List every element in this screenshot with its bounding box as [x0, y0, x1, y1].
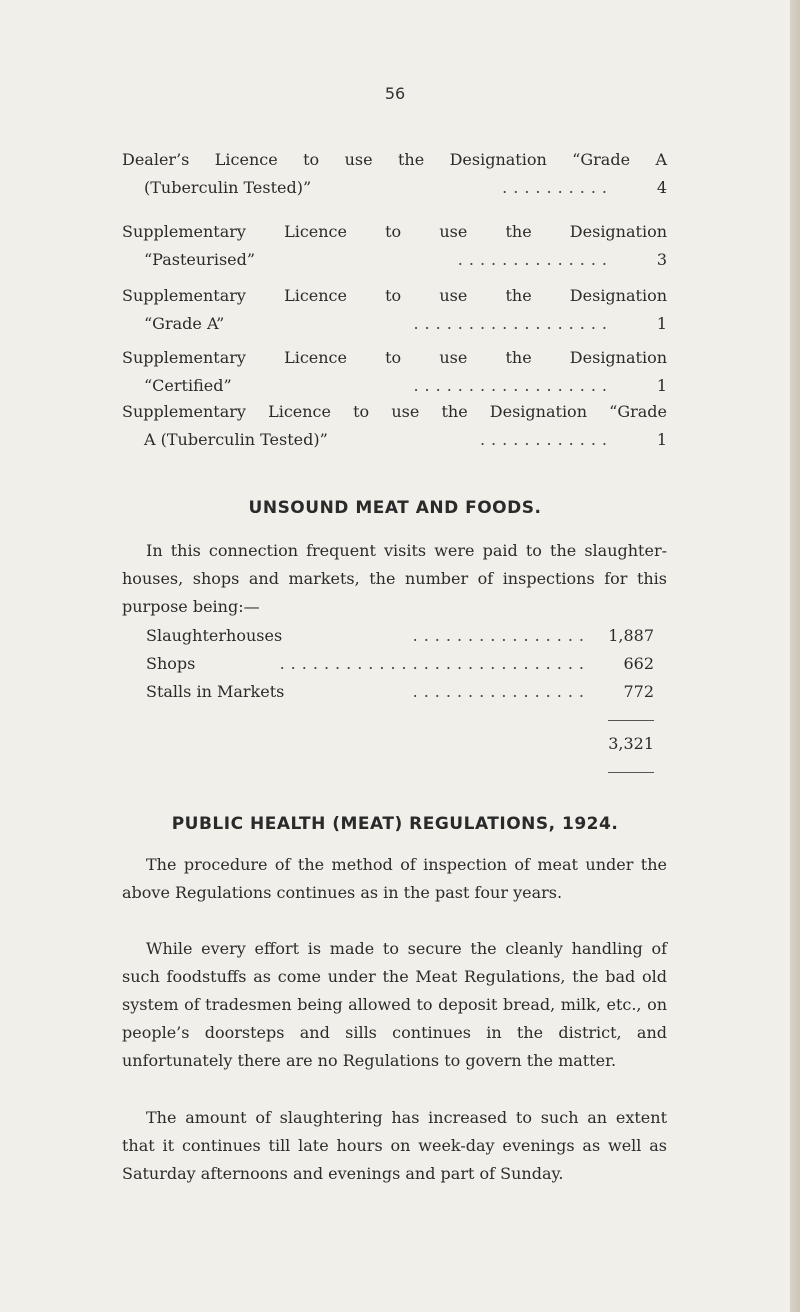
- sum-rule: [608, 720, 654, 721]
- licence-entry: [122, 218, 667, 274]
- licence-line-2: “Pasteurised”: [144, 250, 256, 269]
- licence-entry: [122, 282, 667, 338]
- regulations-paragraph: The amount of slaughtering has increased to such an extent that it continues till late hours on week-day evenings as well as Saturday afternoons and evenings and part of Sunday.: [122, 1108, 667, 1183]
- unsound-heading: UNSOUND MEAT AND FOODS.: [248, 498, 542, 518]
- licence-count: 1: [656, 376, 667, 395]
- total-rule: [608, 772, 654, 773]
- licence-line-1: Supplementary Licence to use the Designation: [122, 222, 667, 241]
- inspection-list: [146, 622, 654, 706]
- regulations-heading: PUBLIC HEALTH (MEAT) REGULATIONS, 1924.: [171, 814, 619, 834]
- leader-dots: ..............: [457, 250, 613, 269]
- leader-dots: ................: [412, 682, 590, 701]
- licence-line-2: (Tuberculin Tested)”: [144, 178, 312, 197]
- leader-dots: ..........: [502, 178, 613, 197]
- leader-dots: ..................: [413, 314, 613, 333]
- page-number: 56: [384, 84, 406, 103]
- unsound-intro: In this connection frequent visits were paid to the slaughter-houses, shops and markets, the number of inspections for this purpose being:—: [122, 541, 667, 616]
- licence-line-2: A (Tuberculin Tested)”: [144, 430, 328, 449]
- licence-line-1: Supplementary Licence to use the Designation: [122, 286, 667, 305]
- leader-dots: ............................: [279, 654, 590, 673]
- inspection-value: 772: [623, 682, 654, 701]
- leader-dots: ................: [412, 626, 590, 645]
- inspection-row: [146, 650, 654, 678]
- inspection-value: 662: [623, 654, 654, 673]
- inspection-label: Shops: [146, 654, 196, 673]
- leader-dots: ..................: [413, 376, 613, 395]
- inspection-label: Slaughterhouses: [146, 626, 283, 645]
- regulations-paragraph: While every effort is made to secure the cleanly handling of such foodstuffs as come under the Meat Regulations, the bad old system of tradesmen being allowed to deposit bread, milk, etc., on people’s doorsteps and sills continues in the district, and unfortunately there are no Regulations to govern the matter.: [122, 939, 667, 1070]
- licence-count: 4: [656, 178, 667, 197]
- inspection-value: 1,887: [608, 626, 654, 645]
- inspection-row: [146, 678, 654, 706]
- licence-entry: [122, 344, 667, 400]
- licence-entry: [122, 146, 667, 202]
- licence-count: 1: [656, 314, 667, 333]
- licence-line-2: “Certified”: [144, 376, 232, 395]
- licence-line-1: Supplementary Licence to use the Designation: [122, 348, 667, 367]
- licence-count: 1: [656, 430, 667, 449]
- licence-count: 3: [656, 250, 667, 269]
- licence-line-1: Dealer’s Licence to use the Designation “Grade A: [122, 150, 667, 169]
- licence-line-2: “Grade A”: [144, 314, 225, 333]
- leader-dots: ............: [479, 430, 613, 449]
- inspection-row: [146, 622, 654, 650]
- inspection-total: 3,321: [608, 734, 654, 753]
- regulations-paragraph: The procedure of the method of inspection of meat under the above Regulations continues as in the past four years.: [122, 855, 667, 902]
- licence-entry: [122, 398, 667, 454]
- inspection-label: Stalls in Markets: [146, 682, 285, 701]
- page-edge: [790, 0, 800, 1312]
- licence-line-1: Supplementary Licence to use the Designation “Grade: [122, 402, 667, 421]
